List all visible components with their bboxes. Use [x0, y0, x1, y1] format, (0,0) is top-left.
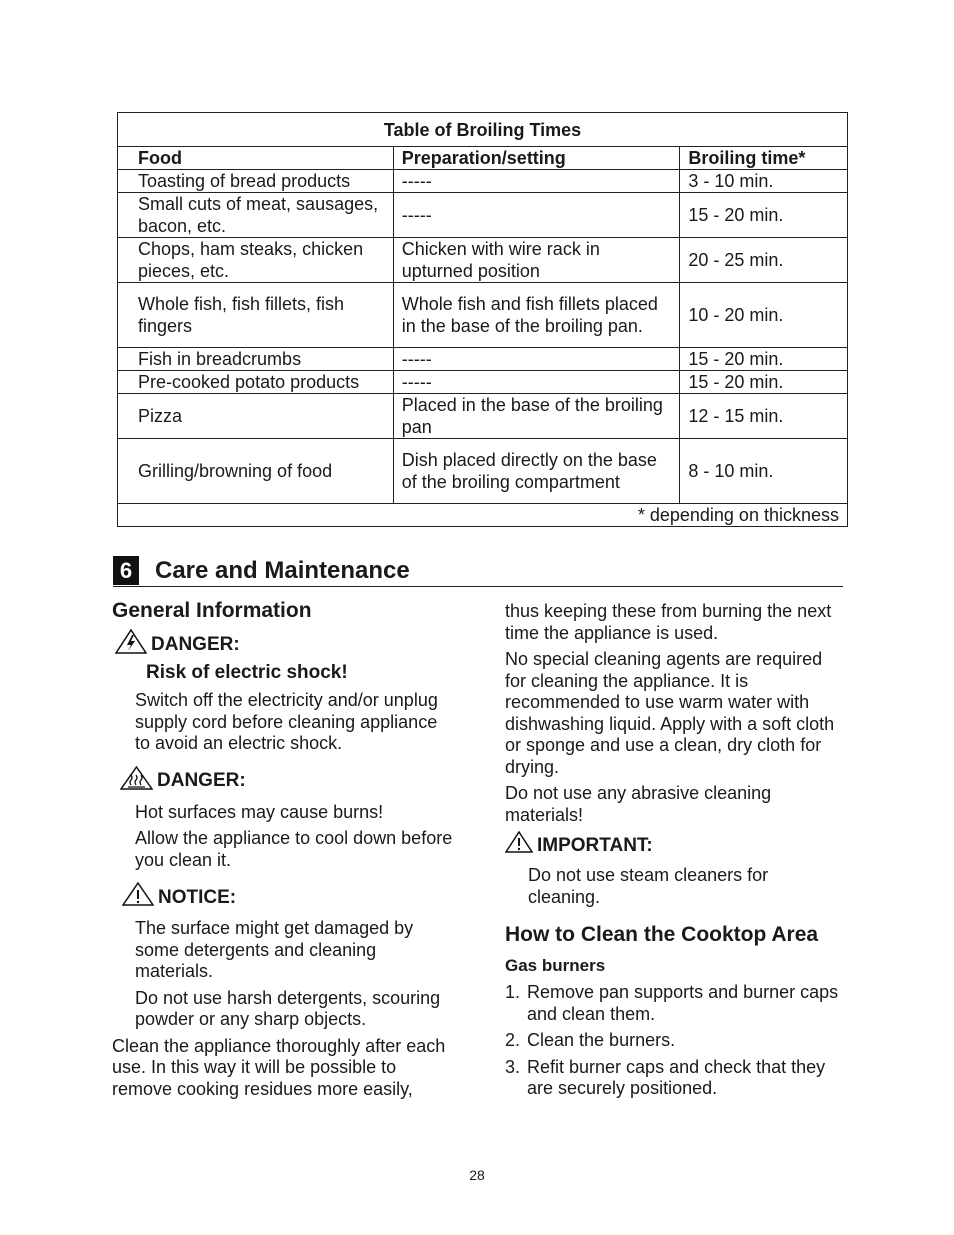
- cooktop-heading: How to Clean the Cooktop Area: [505, 923, 819, 946]
- danger-hot-text2: Allow the appliance to cool down before you clean it.: [135, 828, 453, 870]
- cell-prep: -----: [393, 371, 680, 394]
- continued-text: thus keeping these from burning the next time the appliance is used.: [505, 601, 832, 643]
- table-footnote-row: [118, 504, 848, 527]
- right-column: [505, 601, 845, 1100]
- danger-hot-text1: Hot surfaces may cause burns!: [135, 801, 384, 822]
- cell-food: Toasting of bread products: [118, 170, 394, 193]
- important-label-text: IMPORTANT:: [537, 834, 653, 856]
- broiling-times-table: [117, 112, 848, 527]
- cell-food: Pizza: [118, 394, 394, 439]
- cell-time: 8 - 10 min.: [680, 439, 848, 504]
- header-preparation: Preparation/setting: [393, 147, 680, 170]
- cell-prep: -----: [393, 170, 680, 193]
- header-broiling-time: Broiling time*: [680, 147, 848, 170]
- cell-time: 12 - 15 min.: [680, 394, 848, 439]
- cell-food: Whole fish, fish fillets, fish fingers: [118, 283, 394, 348]
- notice-text2: Do not use harsh detergents, scouring powder or any sharp objects.: [135, 987, 441, 1029]
- header-food: Food: [118, 147, 394, 170]
- left-column: [112, 598, 457, 1100]
- table-header-row: [118, 147, 848, 170]
- notice-label-text: NOTICE:: [158, 886, 237, 908]
- table-row: [118, 371, 848, 394]
- danger-label-text: DANGER:: [151, 634, 240, 655]
- danger-electric-subtitle: Risk of electric shock!: [146, 662, 348, 683]
- gas-burners-subheading: Gas burners: [505, 956, 606, 975]
- cleaning-agents-text: No special cleaning agents are required for cleaning the appliance. It is recommended to use warm water with dishwashing liquid. Apply with a soft cloth or sponge and use a clean, dry cloth for drying.: [505, 649, 835, 777]
- abrasive-text: Do not use any abrasive cleaning materials!: [505, 783, 772, 825]
- step-text: Refit burner caps and check that they are securely positioned.: [527, 1056, 826, 1098]
- table-row: [118, 394, 848, 439]
- danger-electric-text: Switch off the electricity and/or unplug supply cord before cleaning appliance to avoid an electric shock.: [135, 690, 438, 753]
- danger-label-text: DANGER:: [157, 770, 246, 791]
- danger-electric-label: [115, 629, 457, 661]
- table-row: [118, 283, 848, 348]
- list-item: [505, 1057, 845, 1100]
- section-title: Care and Maintenance: [155, 557, 410, 584]
- cell-food: Chops, ham steaks, chicken pieces, etc.: [118, 238, 394, 283]
- table-footnote: * depending on thickness: [118, 504, 848, 527]
- cell-food: Pre-cooked potato products: [118, 371, 394, 394]
- cell-prep: Whole fish and fish fillets placed in the base of the broiling pan.: [393, 283, 680, 348]
- cell-food: Fish in breadcrumbs: [118, 348, 394, 371]
- table-row: [118, 238, 848, 283]
- table-row: [118, 439, 848, 504]
- warning-triangle-icon: [122, 882, 158, 913]
- list-item: [505, 982, 845, 1025]
- table-title: Table of Broiling Times: [118, 113, 848, 147]
- cell-time: 15 - 20 min.: [680, 193, 848, 238]
- cell-prep: Chicken with wire rack in upturned position: [393, 238, 680, 283]
- cell-prep: -----: [393, 348, 680, 371]
- cell-prep: -----: [393, 193, 680, 238]
- table-row: [118, 193, 848, 238]
- cell-prep: Dish placed directly on the base of the broiling compartment: [393, 439, 680, 504]
- important-text: Do not use steam cleaners for cleaning.: [528, 865, 769, 907]
- table-row: [118, 170, 848, 193]
- hot-surface-icon: [120, 766, 157, 797]
- danger-hot-label: [120, 766, 457, 797]
- cell-time: 10 - 20 min.: [680, 283, 848, 348]
- notice-label: [122, 882, 457, 913]
- table-row: [118, 348, 848, 371]
- section-number: 6: [113, 556, 139, 585]
- page-number: 28: [469, 1167, 485, 1183]
- step-number: 1.: [505, 982, 521, 1002]
- cell-time: 3 - 10 min.: [680, 170, 848, 193]
- electric-warning-icon: [115, 629, 151, 661]
- clean-text: Clean the appliance thoroughly after each use. In this way it will be possible to remove cooking residues more easily,: [112, 1035, 446, 1099]
- section-heading: [113, 553, 843, 587]
- step-text: Clean the burners.: [527, 1030, 676, 1050]
- cell-food: Small cuts of meat, sausages, bacon, etc.: [118, 193, 394, 238]
- cell-time: 15 - 20 min.: [680, 371, 848, 394]
- table-title-row: [118, 113, 848, 147]
- cleaning-steps: [505, 982, 845, 1100]
- step-number: 3.: [505, 1056, 521, 1077]
- cell-time: 20 - 25 min.: [680, 238, 848, 283]
- list-item: [505, 1030, 845, 1052]
- step-number: 2.: [505, 1030, 521, 1050]
- notice-text1: The surface might get damaged by some detergents and cleaning materials.: [135, 918, 414, 981]
- step-text: Remove pan supports and burner caps and clean them.: [527, 982, 839, 1024]
- cell-food: Grilling/browning of food: [118, 439, 394, 504]
- cell-prep: Placed in the base of the broiling pan: [393, 394, 680, 439]
- warning-triangle-icon: [505, 831, 537, 860]
- general-information-heading: General Information: [112, 599, 312, 622]
- cell-time: 15 - 20 min.: [680, 348, 848, 371]
- important-label: [505, 831, 845, 860]
